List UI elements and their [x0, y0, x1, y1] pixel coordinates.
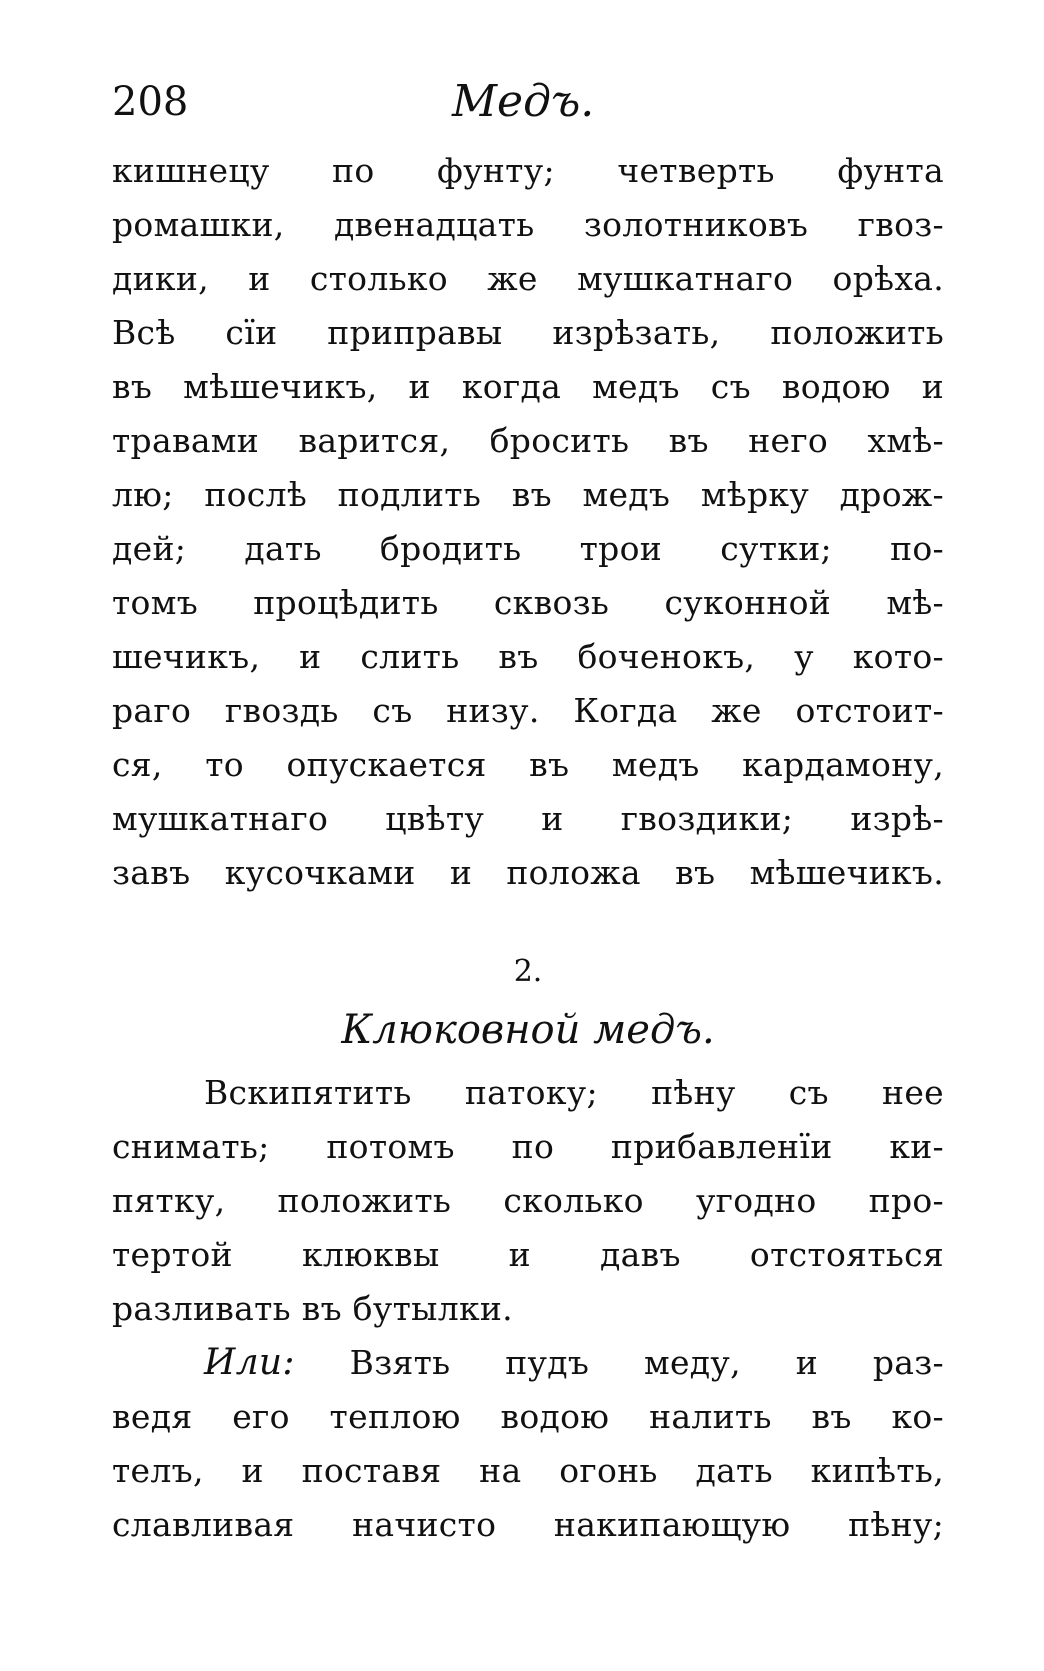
text-line: телъ, и поставя на огонь дать кипѣть,: [112, 1451, 944, 1490]
text-line: въ мѣшечикъ, и когда медъ съ водою и: [112, 367, 944, 406]
page-header: [112, 70, 944, 144]
paragraph-1: [112, 144, 944, 900]
text-line: ся, то опускается въ медъ кардамону,: [112, 745, 944, 784]
text-line: ведя его теплою водою налить въ ко-: [112, 1397, 944, 1436]
text-line: [112, 1336, 944, 1390]
text-line: пятку, положить сколько угодно про-: [112, 1181, 944, 1220]
text-line: дей; дать бродить трои сутки; по-: [112, 529, 944, 568]
running-title: Медъ.: [452, 76, 595, 127]
page-number: 208: [112, 79, 189, 125]
text-line: снимать; потомъ по прибавленїи ки-: [112, 1127, 944, 1166]
text-line: кишнецу по фунту; четверть фунта: [112, 151, 944, 190]
text-line: завъ кусочками и положа въ мѣшечикъ.: [112, 853, 944, 892]
line-rest: Взять пудъ меду, и раз-: [349, 1343, 944, 1382]
text-line: шечикъ, и слить въ боченокъ, у кото-: [112, 637, 944, 676]
text-line: лю; послѣ подлить въ медъ мѣрку дрож-: [112, 475, 944, 514]
text-line: ромашки, двенадцать золотниковъ гвоз-: [112, 205, 944, 244]
text-line: Всѣ сїи приправы изрѣзать, положить: [112, 313, 944, 352]
section-title: Клюковной медъ.: [341, 1007, 715, 1053]
text-line: мушкатнаго цвѣту и гвоздики; изрѣ-: [112, 799, 944, 838]
text-line: славливая начисто накипающую пѣну;: [112, 1505, 944, 1544]
book-page: [112, 70, 944, 1552]
text-line: тертой клюквы и давъ отстояться: [112, 1235, 944, 1274]
text-line: Вскипятить патоку; пѣну съ нее: [204, 1073, 944, 1112]
text-line: дики, и столько же мушкатнаго орѣха.: [112, 259, 944, 298]
text-line: травами варится, бросить въ него хмѣ-: [112, 421, 944, 460]
text-line: разливать въ бутылки.: [112, 1289, 513, 1328]
paragraph-2a: [112, 1066, 944, 1336]
text-line: раго гвоздь съ низу. Когда же отстоит-: [112, 691, 944, 730]
paragraph-2b: [112, 1336, 944, 1552]
lead-word: Или:: [204, 1342, 295, 1383]
text-line: томъ процѣдить сквозь суконной мѣ-: [112, 583, 944, 622]
section-number: 2.: [513, 954, 543, 989]
